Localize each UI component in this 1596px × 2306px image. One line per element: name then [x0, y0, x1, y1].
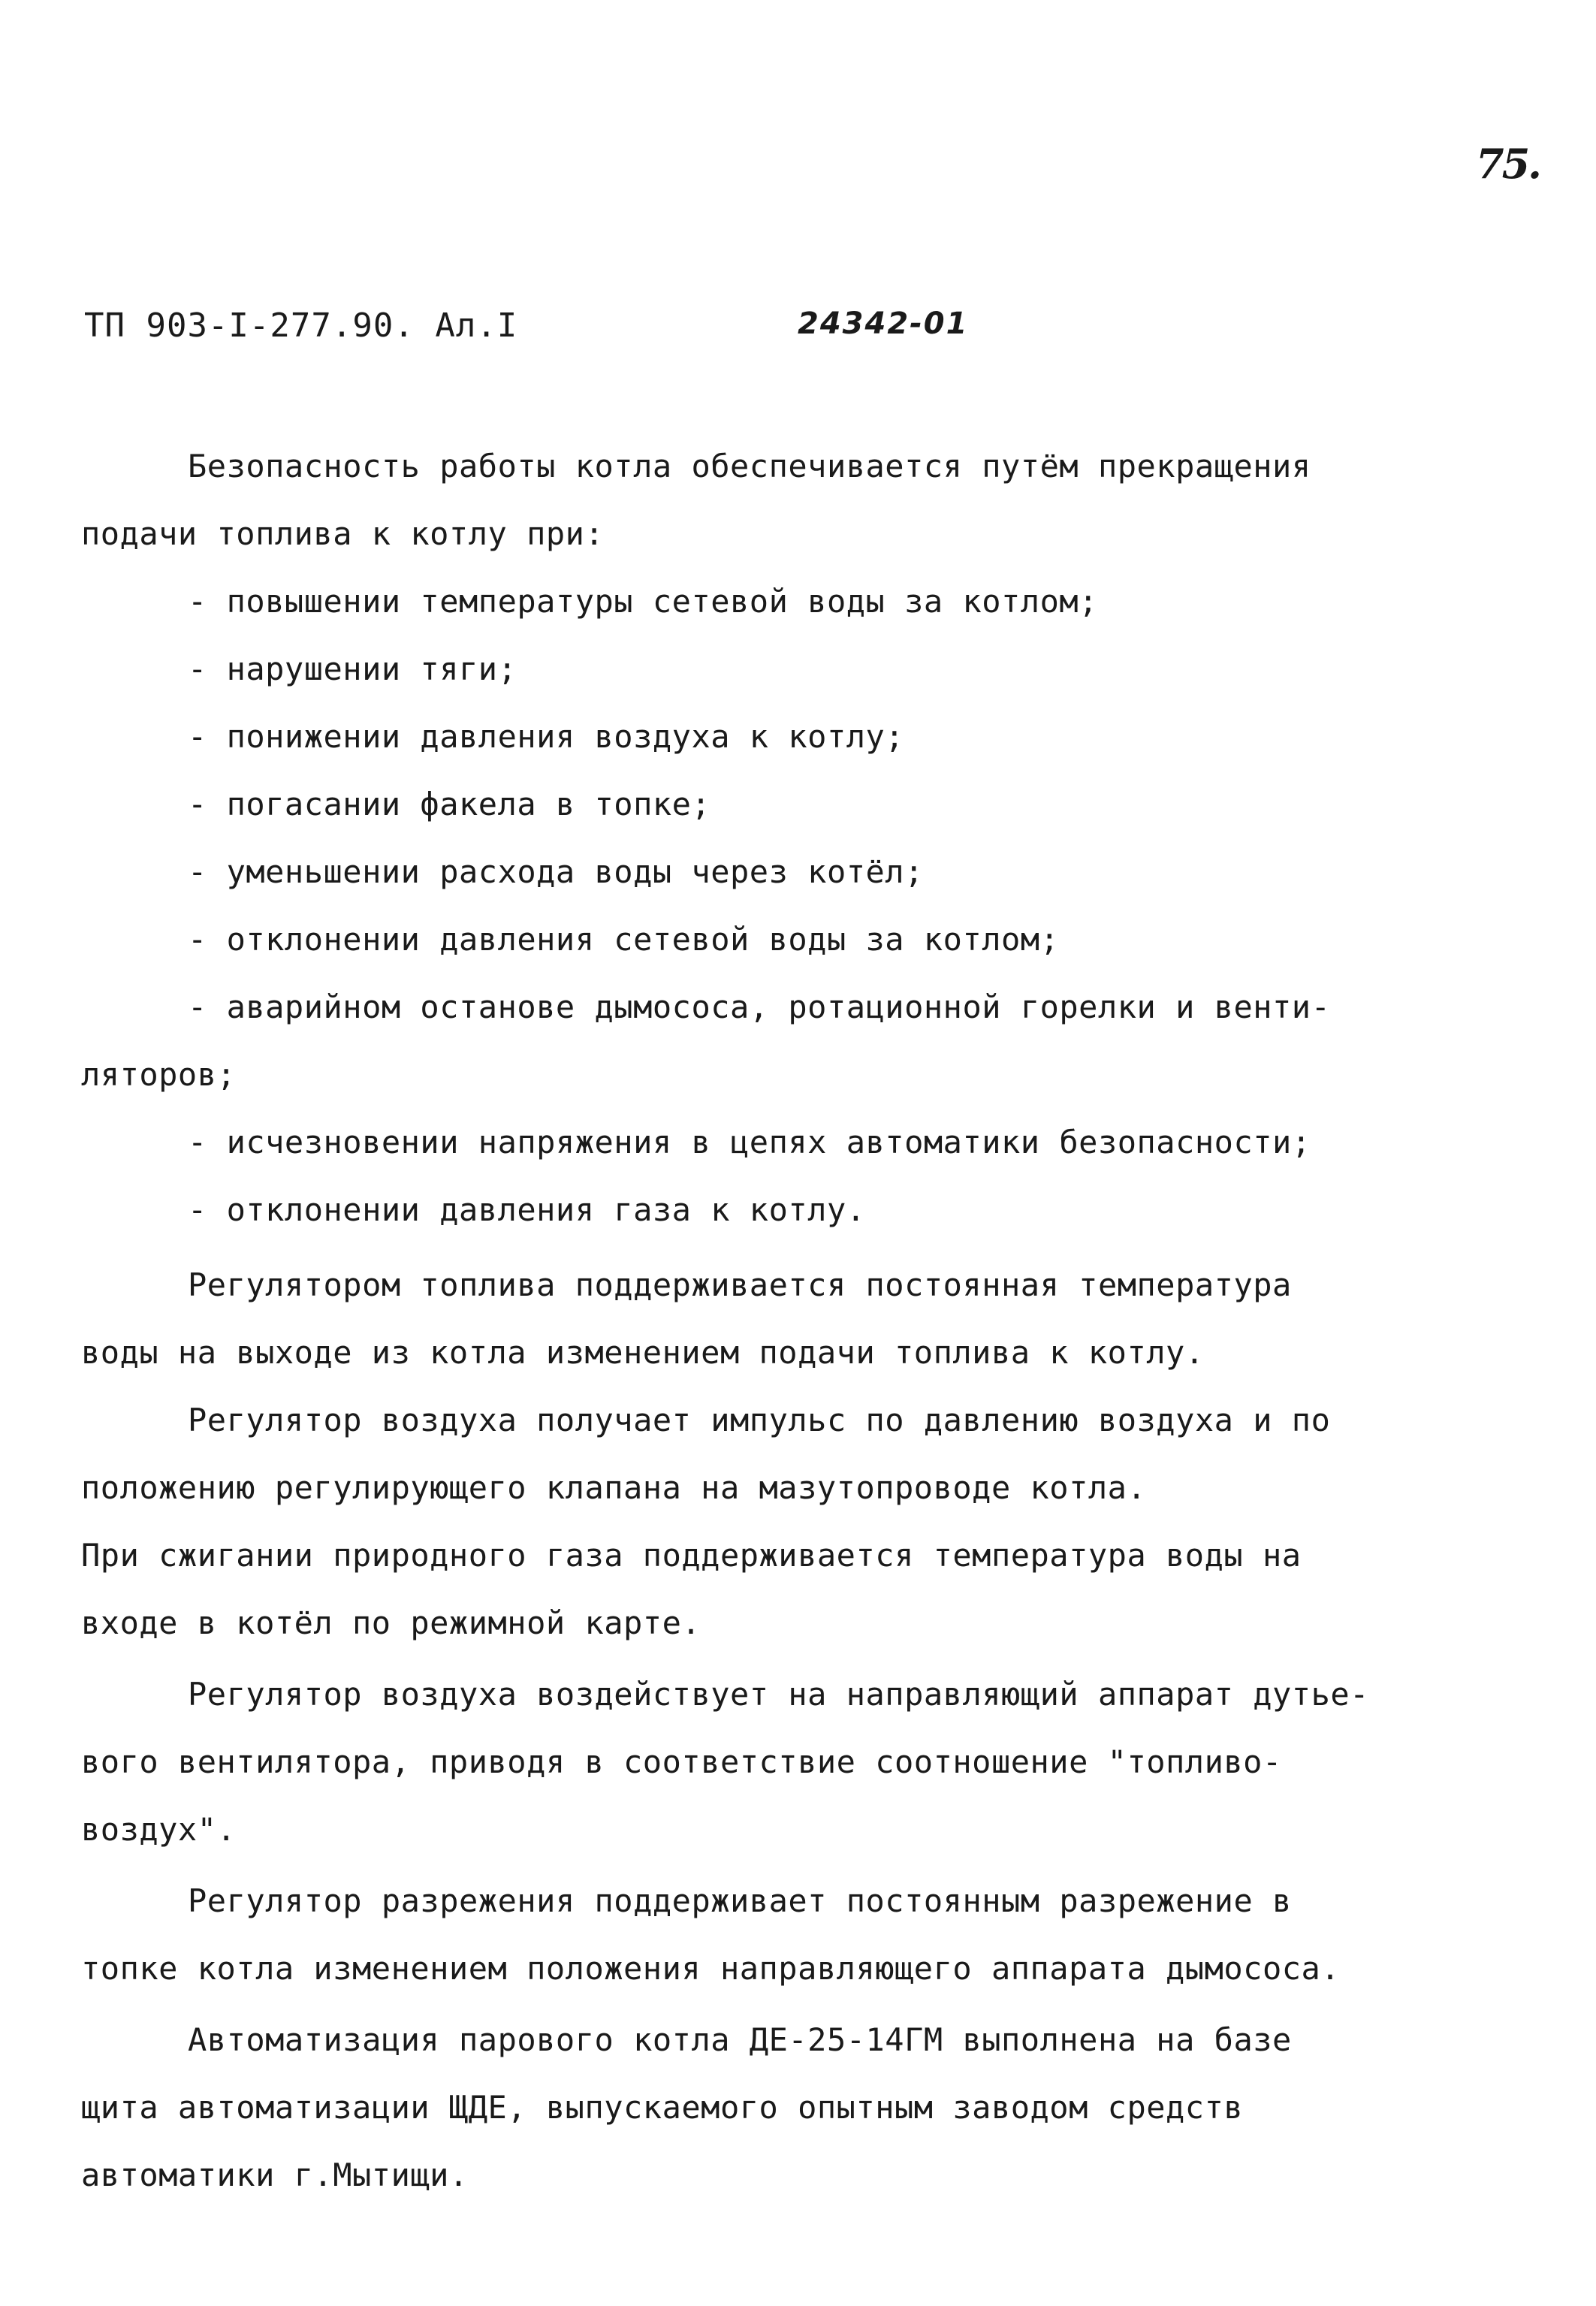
body-line: Безопасность работы котла обеспечивается путём прекращения — [188, 448, 1311, 484]
body-line: щита автоматизации ЩДЕ, выпускаемого опытным заводом средств — [81, 2089, 1244, 2126]
body-line: воды на выходе из котла изменением подачи топлива к котлу. — [81, 1334, 1205, 1371]
body-line: топке котла изменением положения направляющего аппарата дымососа. — [81, 1950, 1341, 1987]
inventory-number: 24342-01 — [798, 306, 969, 341]
list-item: - нарушении тяги; — [188, 650, 517, 687]
body-line: Регулятор воздуха воздействует на направляющий аппарат дутье- — [188, 1676, 1369, 1713]
body-line: Регулятором топлива поддерживается постоянная температура — [188, 1266, 1292, 1303]
list-item: - аварийном останове дымососа, ротационной горелки и венти- — [188, 989, 1331, 1025]
list-item: - уменьшении расхода воды через котёл; — [188, 853, 924, 890]
body-line: Регулятор воздуха получает импульс по давлению воздуха и по — [188, 1402, 1331, 1438]
list-item: - понижении давления воздуха к котлу; — [188, 718, 905, 755]
body-line: положению регулирующего клапана на мазутопроводе котла. — [81, 1469, 1147, 1506]
body-line: При сжигании природного газа поддерживается температура воды на — [81, 1537, 1302, 1574]
body-line: подачи топлива к котлу при: — [81, 515, 605, 552]
list-item: - погасании факела в топке; — [188, 786, 711, 822]
list-item: - повышении температуры сетевой воды за котлом; — [188, 583, 1098, 620]
body-line: вого вентилятора, приводя в соответствие соотношение "топливо- — [81, 1743, 1282, 1780]
list-item: - отклонении давления сетевой воды за котлом; — [188, 921, 1060, 958]
body-line: Автоматизация парового котла ДЕ-25-14ГМ выполнена на базе — [188, 2021, 1292, 2058]
body-line: Регулятор разрежения поддерживает постоянным разрежение в — [188, 1882, 1292, 1919]
body-line: воздух". — [81, 1811, 237, 1848]
body-line: ляторов; — [81, 1056, 237, 1093]
document-header — [84, 306, 969, 345]
list-item: - отклонении давления газа к котлу. — [188, 1191, 866, 1228]
body-line: входе в котёл по режимной карте. — [81, 1604, 701, 1641]
body-line: автоматики г.Мытищи. — [81, 2157, 469, 2193]
list-item: - исчезновении напряжения в цепях автоматики безопасности; — [188, 1124, 1311, 1161]
document-code: ТП 903-I-277.90. Ал.I — [84, 306, 518, 345]
page-number: 75. — [1476, 140, 1540, 188]
